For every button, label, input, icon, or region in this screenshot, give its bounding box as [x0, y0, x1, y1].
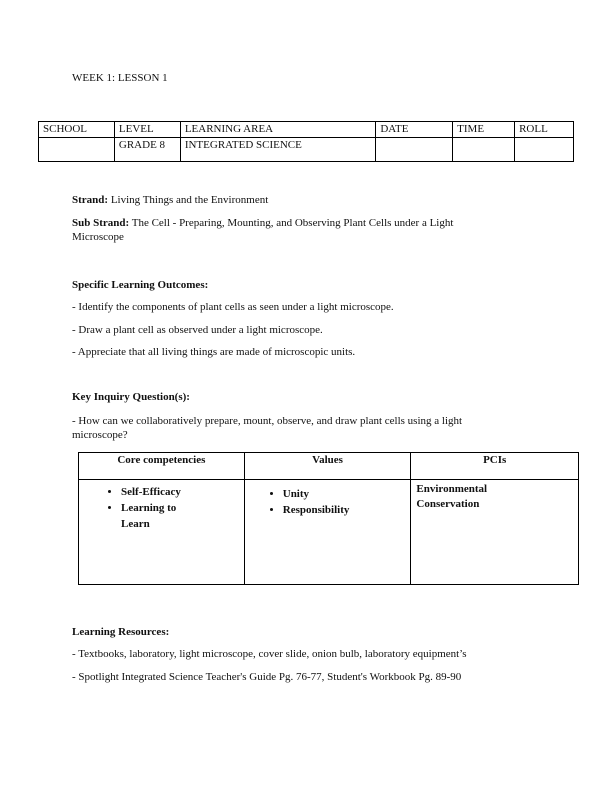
- values-cell: [244, 480, 411, 585]
- resources-heading: Learning Resources:: [72, 626, 170, 638]
- list-item: • Responsibility: [283, 502, 407, 518]
- header-core-competencies: Core competencies: [79, 453, 245, 480]
- header-pcis: PCIs: [411, 453, 579, 480]
- value-learning-area: INTEGRATED SCIENCE: [180, 138, 376, 162]
- resource-item: - Textbooks, laboratory, light microscope, cover slide, onion bulb, laboratory equipment’s: [72, 648, 467, 660]
- core-competencies-list: [83, 484, 201, 532]
- header-time: TIME: [453, 122, 515, 138]
- outcome-item: - Identify the components of plant cells as seen under a light microscope.: [72, 301, 394, 313]
- strand-label: Strand:: [72, 194, 109, 206]
- info-value-row: [39, 138, 574, 162]
- header-school: SCHOOL: [39, 122, 115, 138]
- value-time: [453, 138, 515, 162]
- strand: [72, 193, 512, 207]
- values-list: [249, 486, 407, 518]
- sub-strand-label: Sub Strand:: [72, 217, 130, 229]
- header-level: LEVEL: [114, 122, 180, 138]
- list-item: • Learning to Learn: [121, 500, 201, 532]
- competency-header-row: [79, 453, 579, 480]
- header-date: DATE: [376, 122, 453, 138]
- value-level: GRADE 8: [114, 138, 180, 162]
- competency-body-row: [79, 480, 579, 585]
- sub-strand: [72, 216, 502, 244]
- resource-item: - Spotlight Integrated Science Teacher's Guide Pg. 76-77, Student's Workbook Pg. 89-90: [72, 671, 462, 683]
- competency-table: [78, 452, 579, 585]
- value-school: [39, 138, 115, 162]
- list-item: • Unity: [283, 486, 407, 502]
- header-roll: ROLL: [515, 122, 574, 138]
- value-date: [376, 138, 453, 162]
- inquiry-question: - How can we collaboratively prepare, mount, observe, and draw plant cells using a light microscope?: [72, 415, 463, 441]
- pcis-cell: [411, 480, 579, 585]
- core-competencies-cell: [79, 480, 245, 585]
- week-lesson-heading: WEEK 1: LESSON 1: [72, 72, 168, 84]
- pci-value: Environmental Conservation: [416, 483, 488, 510]
- info-header-row: [39, 122, 574, 138]
- inquiry-heading: Key Inquiry Question(s):: [72, 391, 190, 403]
- value-roll: [515, 138, 574, 162]
- lesson-info-table: [38, 121, 574, 162]
- list-item: • Self-Efficacy: [121, 484, 201, 500]
- outcomes-heading: Specific Learning Outcomes:: [72, 279, 209, 291]
- outcome-item: - Appreciate that all living things are made of microscopic units.: [72, 346, 356, 358]
- header-values: Values: [244, 453, 411, 480]
- outcome-item: - Draw a plant cell as observed under a light microscope.: [72, 324, 323, 336]
- sub-strand-value: The Cell - Preparing, Mounting, and Observing Plant Cells under a Light Microscope: [72, 217, 454, 243]
- header-learning-area: LEARNING AREA: [180, 122, 376, 138]
- strand-value: Living Things and the Environment: [108, 194, 269, 206]
